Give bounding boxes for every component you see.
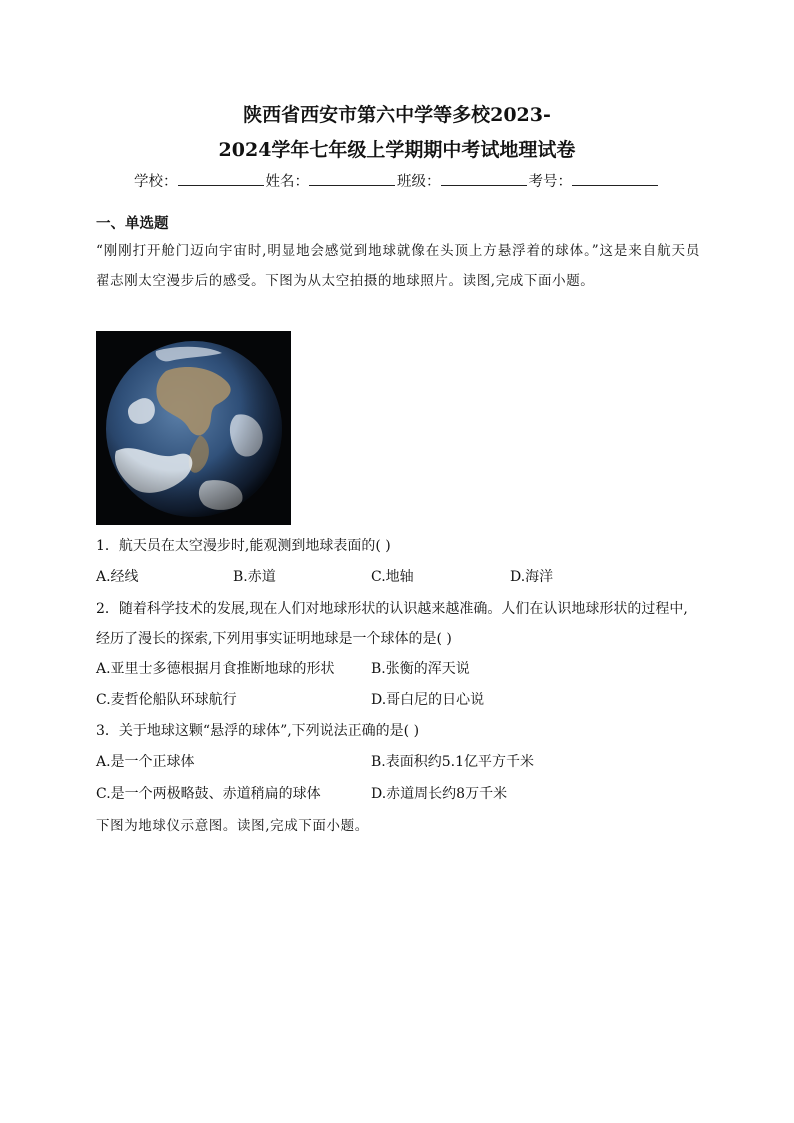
globe-intro-note: 下图为地球仪示意图。读图,完成下面小题。 <box>96 818 369 834</box>
exam-title-line-1: 陕西省西安市第六中学等多校2023- <box>243 104 551 126</box>
question-2-option-b[interactable]: B.张衡的浑天说 <box>371 661 470 677</box>
exam-title-line-2: 2024学年七年级上学期期中考试地理试卷 <box>218 139 576 161</box>
question-3-option-d[interactable]: D.赤道周长约8万千米 <box>371 786 508 802</box>
earth-photo-svg <box>96 331 291 525</box>
intro-paragraph: “刚刚打开舱门迈向宇宙时,明显地会感觉到地球就像在头顶上方悬浮着的球体。”这是来自航天员翟志刚太空漫步后的感受。下图为从太空拍摄的地球照片。读图,完成下面小题。 <box>96 243 700 289</box>
class-blank[interactable] <box>441 171 527 186</box>
question-2-option-a[interactable]: A.亚里士多德根据月食推断地球的形状 <box>96 661 335 677</box>
question-3-option-b[interactable]: B.表面积约5.1亿平方千米 <box>371 754 535 770</box>
question-1-option-c[interactable]: C.地轴 <box>371 569 414 585</box>
name-blank[interactable] <box>309 171 395 186</box>
name-label: 姓名： <box>265 174 309 190</box>
question-2-stem: 2．随着科学技术的发展,现在人们对地球形状的认识越来越准确。人们在认识地球形状的过程中,经历了漫长的探索,下列用事实证明地球是一个球体的是( ) <box>96 601 688 647</box>
number-blank[interactable] <box>572 171 658 186</box>
question-1-option-b[interactable]: B.赤道 <box>233 569 276 585</box>
number-label: 考号： <box>528 174 572 190</box>
question-1-stem: 1．航天员在太空漫步时,能观测到地球表面的( ) <box>96 538 391 554</box>
class-label: 班级： <box>397 174 441 190</box>
question-1-option-d[interactable]: D.海洋 <box>510 569 554 585</box>
school-label: 学校： <box>134 174 178 190</box>
student-info-line <box>0 171 794 192</box>
question-1-option-a[interactable]: A.经线 <box>96 569 139 585</box>
earth-photo-icon <box>96 331 291 525</box>
question-2-option-d[interactable]: D.哥白尼的日心说 <box>371 692 485 708</box>
section-heading-single-choice: 一、单选题 <box>96 215 169 232</box>
question-3-option-a[interactable]: A.是一个正球体 <box>96 754 195 770</box>
question-3-stem: 3．关于地球这颗“悬浮的球体”,下列说法正确的是( ) <box>96 723 420 739</box>
school-blank[interactable] <box>178 171 264 186</box>
question-2-option-c[interactable]: C.麦哲伦船队环球航行 <box>96 692 237 708</box>
question-3-option-c[interactable]: C.是一个两极略鼓、赤道稍扁的球体 <box>96 786 321 802</box>
